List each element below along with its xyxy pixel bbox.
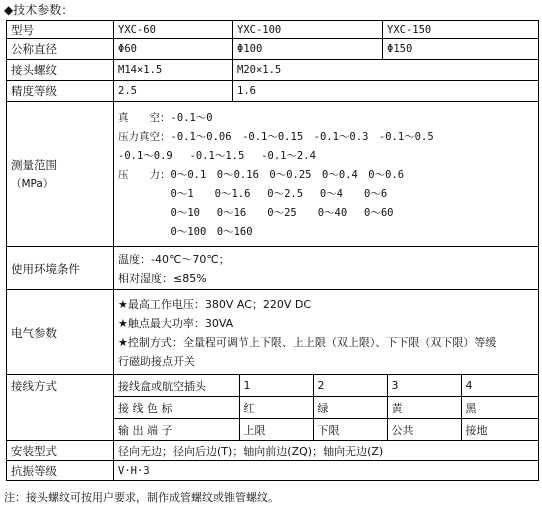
row-environment [7,247,539,290]
range-line-pressure-2: 0～1 0～1.6 0～2.5 0～4 0～6 [118,187,388,200]
range-line-pressure-4: 0～100 0～160 [118,225,253,238]
wiring-cell: 下限 [313,419,387,441]
environment-values [114,247,539,290]
wiring-cell: 1 [239,375,313,397]
wiring-cell: 接线盒或航空插头 [114,375,239,397]
wiring-cell: 接 线 色 标 [114,397,239,419]
label-accuracy: 精度等级 [7,81,114,102]
row-model [7,21,539,39]
row-mounting [7,441,539,461]
wiring-grid-cell [114,375,539,441]
range-line-compound-2: -0.1～0.9 -0.1～1.5 -0.1～2.4 [118,149,316,162]
section-heading: ◆技术参数： [4,3,74,17]
vibration-value: V·H·3 [114,461,539,481]
wiring-cell: 输 出 端 子 [114,419,239,441]
accuracy-value-2: 1.6 [233,81,539,102]
environment-humidity: 相对湿度：≤85% [118,271,207,285]
wiring-row-terminals [114,419,539,441]
label-diameter: 公称直径 [7,39,114,60]
range-line-pressure: 压 力：0～0.1 0～0.16 0～0.25 0～0.4 0～0.6 [118,168,405,181]
range-values [114,102,539,247]
row-electrical [7,290,539,375]
electrical-control-cont: 行磁助接点开关 [118,354,195,368]
wiring-table [114,375,539,440]
model-value-1: YXC-60 [114,21,233,39]
label-range [7,102,114,247]
diameter-value-1: Φ60 [114,39,233,60]
wiring-cell: 接地 [461,419,539,441]
wiring-cell: 3 [387,375,461,397]
wiring-cell: 上限 [239,419,313,441]
wiring-cell: 公共 [387,419,461,441]
label-mounting: 安装型式 [7,441,114,461]
diameter-value-2: Φ100 [233,39,383,60]
row-diameter [7,39,539,60]
range-line-pressure-3: 0～10 0～16 0～25 0～40 0～60 [118,206,394,219]
row-accuracy [7,81,539,102]
wiring-cell: 绿 [313,397,387,419]
thread-value-1: M14×1.5 [114,60,233,81]
row-range [7,102,539,247]
row-vibration [7,461,539,481]
wiring-cell: 4 [461,375,539,397]
electrical-values [114,290,539,375]
label-thread: 接头螺纹 [7,60,114,81]
label-environment: 使用环境条件 [7,247,114,290]
electrical-power: ★触点最大功率：30VA [118,316,234,330]
row-wiring [7,375,539,441]
label-wiring: 接线方式 [7,375,114,441]
range-unit-text: （MPa） [11,178,54,190]
thread-value-2: M20×1.5 [233,60,539,81]
electrical-voltage: ★最高工作电压：380V AC；220V DC [118,297,312,311]
environment-temperature: 温度：-40℃～70℃； [118,252,230,266]
diameter-value-3: Φ150 [383,39,539,60]
label-electrical: 电气参数 [7,290,114,375]
spec-table [6,20,539,481]
range-line-compound: 压力真空：-0.1～0.06 -0.1～0.15 -0.1～0.3 -0.1～0.5 [118,130,434,143]
mounting-value: 径向无边；径向后边(T)；轴向前边(ZQ)；轴向无边(Z) [114,441,539,461]
wiring-cell: 黄 [387,397,461,419]
wiring-cell: 红 [239,397,313,419]
model-value-3: YXC-150 [383,21,539,39]
wiring-row-colors [114,397,539,419]
range-label-text: 测量范围 [11,158,57,172]
model-value-2: YXC-100 [233,21,383,39]
wiring-cell: 2 [313,375,387,397]
label-vibration: 抗振等级 [7,461,114,481]
label-model: 型号 [7,21,114,39]
footnote: 注：接头螺纹可按用户要求，制作成管螺纹或锥管螺纹。 [4,491,279,504]
range-line-vacuum: 真 空：-0.1～0 [118,111,213,124]
wiring-cell: 黑 [461,397,539,419]
wiring-row-header [114,375,539,397]
electrical-control: ★控制方式：全量程可调节上下限、上上限（双上限）、下下限（双下限）等缓 [118,335,497,349]
row-thread [7,60,539,81]
accuracy-value-1: 2.5 [114,81,233,102]
